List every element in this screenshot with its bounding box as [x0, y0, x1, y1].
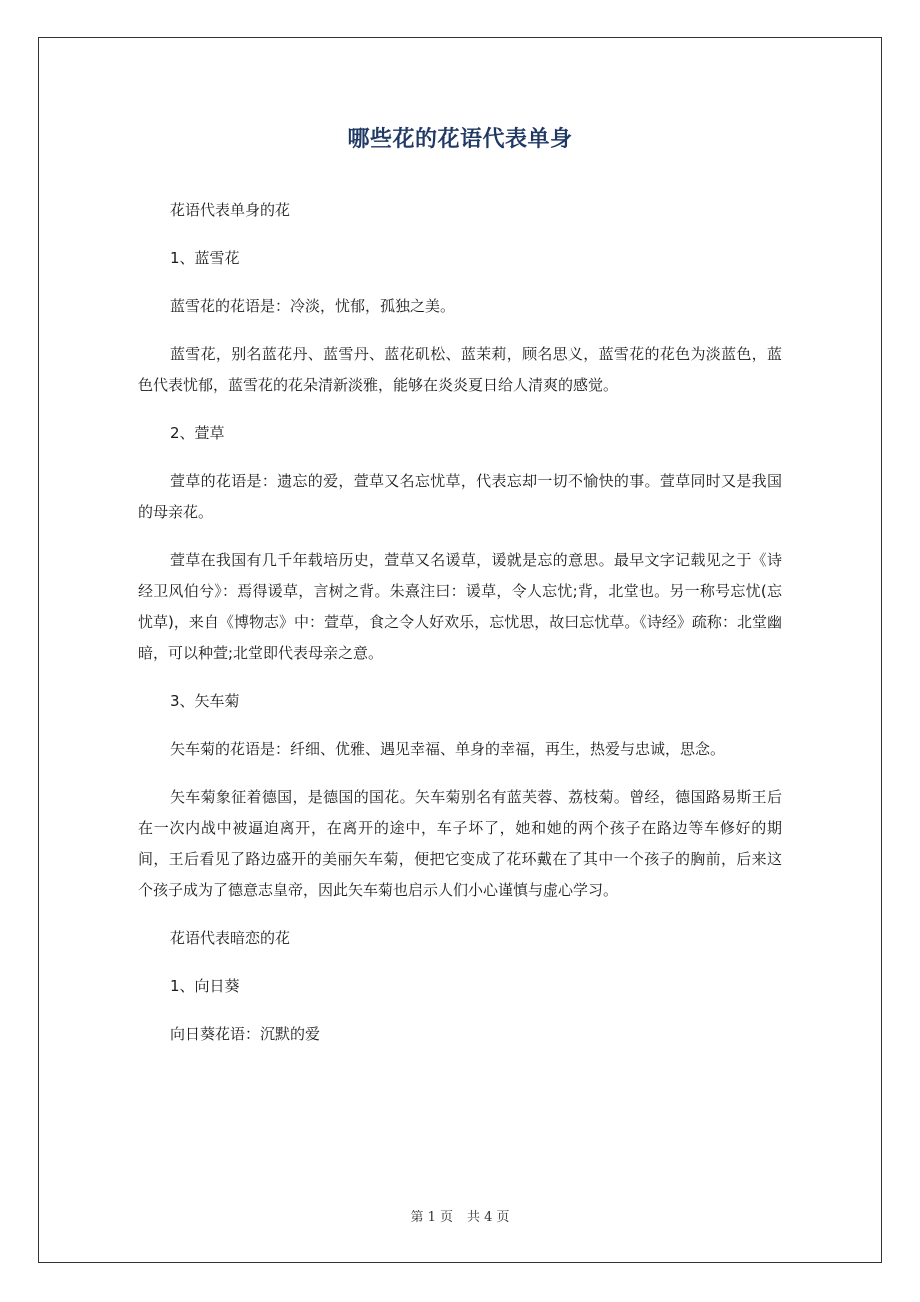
paragraph: 萱草在我国有几千年载培历史，萱草又名谖草，谖就是忘的意思。最早文字记载见之于《诗经卫风伯兮》：焉得谖草，言树之背。朱熹注曰：谖草，令人忘忧;背，北堂也。另一称号忘忧(忘忧草)，来自《博物志》中：萱草，食之令人好欢乐，忘忧思，故曰忘忧草。《诗经》疏称：北堂幽暗，可以种萱;北堂即代表母亲之意。: [138, 551, 782, 662]
item-heading-cornflower: 3、矢车菊: [170, 692, 240, 710]
paragraph: 矢车菊象征着德国，是德国的国花。矢车菊别名有蓝芙蓉、荔枝菊。曾经，德国路易斯王后在一次内战中被逼迫离开，在离开的途中，车子坏了，她和她的两个孩子在路边等车修好的期间，王后看见了路边盛开的美丽矢车菊，便把它变成了花环戴在了其中一个孩子的胸前，后来这个孩子成为了德意志皇帝，因此矢车菊也启示人们小心谨慎与虚心学习。: [138, 788, 782, 899]
page-total: 共 4 页: [467, 1210, 510, 1225]
paragraph: 蓝雪花，别名蓝花丹、蓝雪丹、蓝花矶松、蓝茉莉，顾名思义，蓝雪花的花色为淡蓝色，蓝色代表忧郁，蓝雪花的花朵清新淡雅，能够在炎炎夏日给人清爽的感觉。: [138, 345, 782, 394]
item-heading-sunflower: 1、向日葵: [170, 977, 240, 995]
paragraph: 蓝雪花的花语是：冷淡，忧郁，孤独之美。: [170, 297, 456, 315]
item-heading-plumbago: 1、蓝雪花: [170, 249, 240, 267]
page-number: 第 1 页: [410, 1210, 453, 1225]
section-heading-single: 花语代表单身的花: [170, 201, 291, 219]
document-title: 哪些花的花语代表单身: [347, 127, 573, 152]
section-heading-crush: 花语代表暗恋的花: [170, 929, 291, 947]
paragraph: 萱草的花语是：遗忘的爱，萱草又名忘忧草，代表忘却一切不愉快的事。萱草同时又是我国的母亲花。: [138, 472, 782, 521]
item-heading-daylily: 2、萱草: [170, 424, 225, 442]
document-body: [138, 195, 782, 1067]
page-footer: [0, 1206, 920, 1225]
paragraph: 矢车菊的花语是：纤细、优雅、遇见幸福、单身的幸福，再生，热爱与忠诚，思念。: [170, 740, 726, 758]
paragraph: 向日葵花语：沉默的爱: [170, 1025, 321, 1043]
